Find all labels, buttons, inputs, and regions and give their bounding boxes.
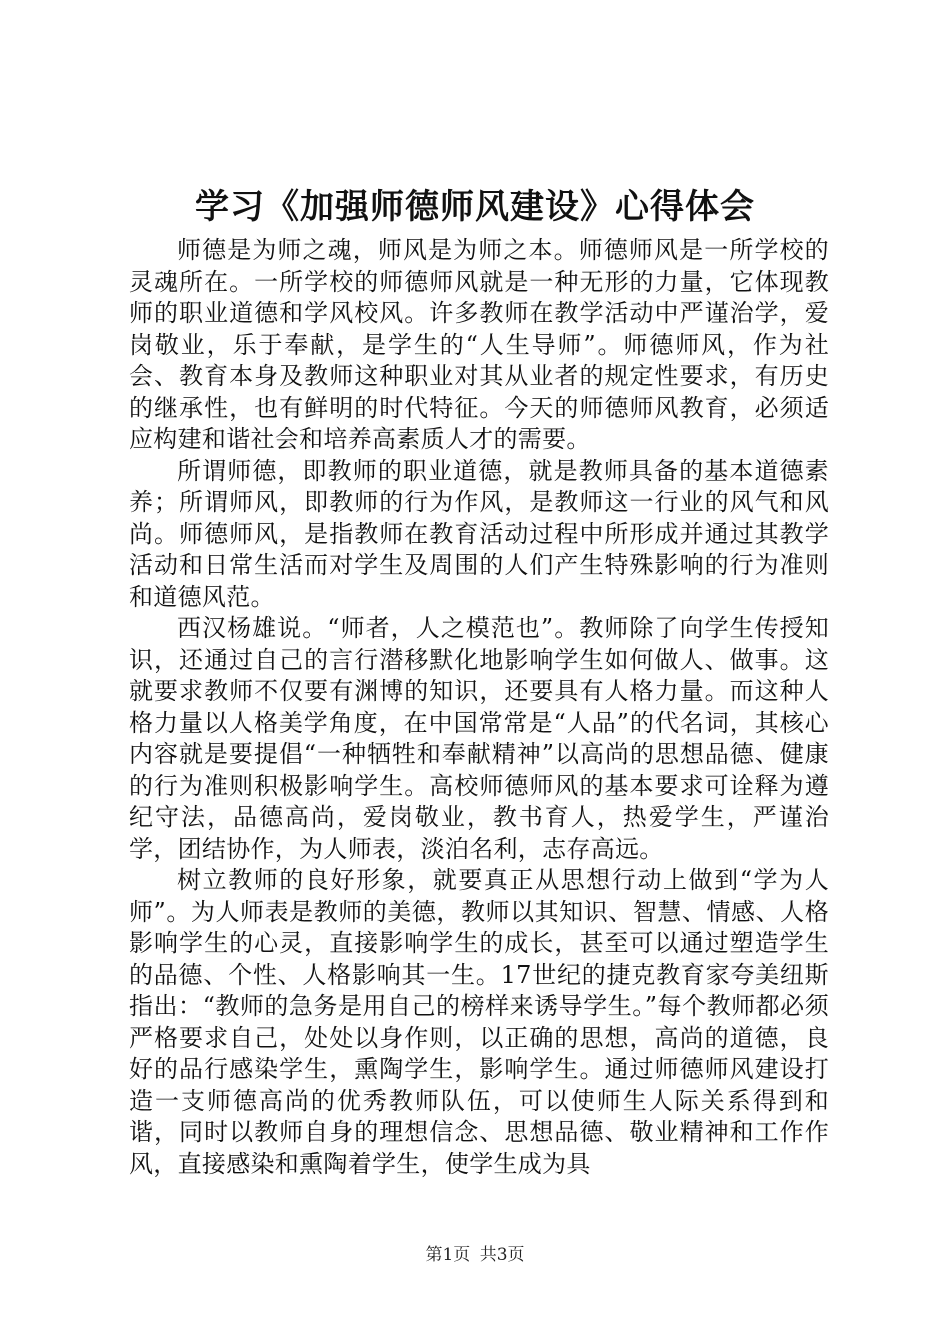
page-total: 共3页 <box>479 1245 525 1265</box>
paragraph: 师德是为师之魂，师风是为师之本。师德师风是一所学校的灵魂所在。一所学校的师德师风就是一种无形的力量，它体现教师的职业道德和学风校风。许多教师在教学活动中严谨治学，爱岗敬业，乐于奉献，是学生的“人生导师”。师德师风，作为社会、教育本身及教师这种职业对其从业者的规定性要求，有历史的继承性，也有鲜明的时代特征。今天的师德师风教育，必须适应构建和谐社会和培养高素质人才的需要。 <box>129 236 829 453</box>
paragraph: 树立教师的良好形象，就要真正从思想行动上做到“学为人师”。为人师表是教师的美德，教师以其知识、智慧、情感、人格影响学生的心灵，直接影响学生的成长，甚至可以通过塑造学生的品德、个性、人格影响其一生。17世纪的捷克教育家夸美纽斯指出：“教师的急务是用自己的榜样来诱导学生。”每个教师都必须严格要求自己，处处以身作则，以正确的思想，高尚的道德，良好的品行感染学生，熏陶学生，影响学生。通过师德师风建设打造一支师德高尚的优秀教师队伍，可以使师生人际关系得到和谐，同时以教师自身的理想信念、思想品德、敬业精神和工作作风，直接感染和熏陶着学生，使学生成为具 <box>129 866 829 1178</box>
paragraph: 所谓师德，即教师的职业道德，就是教师具备的基本道德素养；所谓师风，即教师的行为作风，是教师这一行业的风气和风尚。师德师风，是指教师在教育活动过程中所形成并通过其教学活动和日常生活而对学生及周围的人们产生特殊影响的行为准则和道德风范。 <box>129 456 829 611</box>
page-footer <box>0 1243 950 1267</box>
document-body <box>129 235 829 1180</box>
document-title: 学习《加强师德师风建设》心得体会 <box>195 187 755 227</box>
paragraph: 西汉杨雄说。“师者，人之模范也”。教师除了向学生传授知识，还通过自己的言行潜移默化地影响学生如何做人、做事。这就要求教师不仅要有渊博的知识，还要具有人格力量。而这种人格力量以人格美学角度，在中国常常是“人品”的代名词，其核心内容就是要提倡“一种牺牲和奉献精神”以高尚的思想品德、健康的行为准则积极影响学生。高校师德师风的基本要求可诠释为遵纪守法，品德高尚，爱岗敬业，教书育人，热爱学生，严谨治学，团结协作，为人师表，淡泊名利，志存高远。 <box>129 614 829 863</box>
page-number: 第1页 <box>425 1245 471 1265</box>
